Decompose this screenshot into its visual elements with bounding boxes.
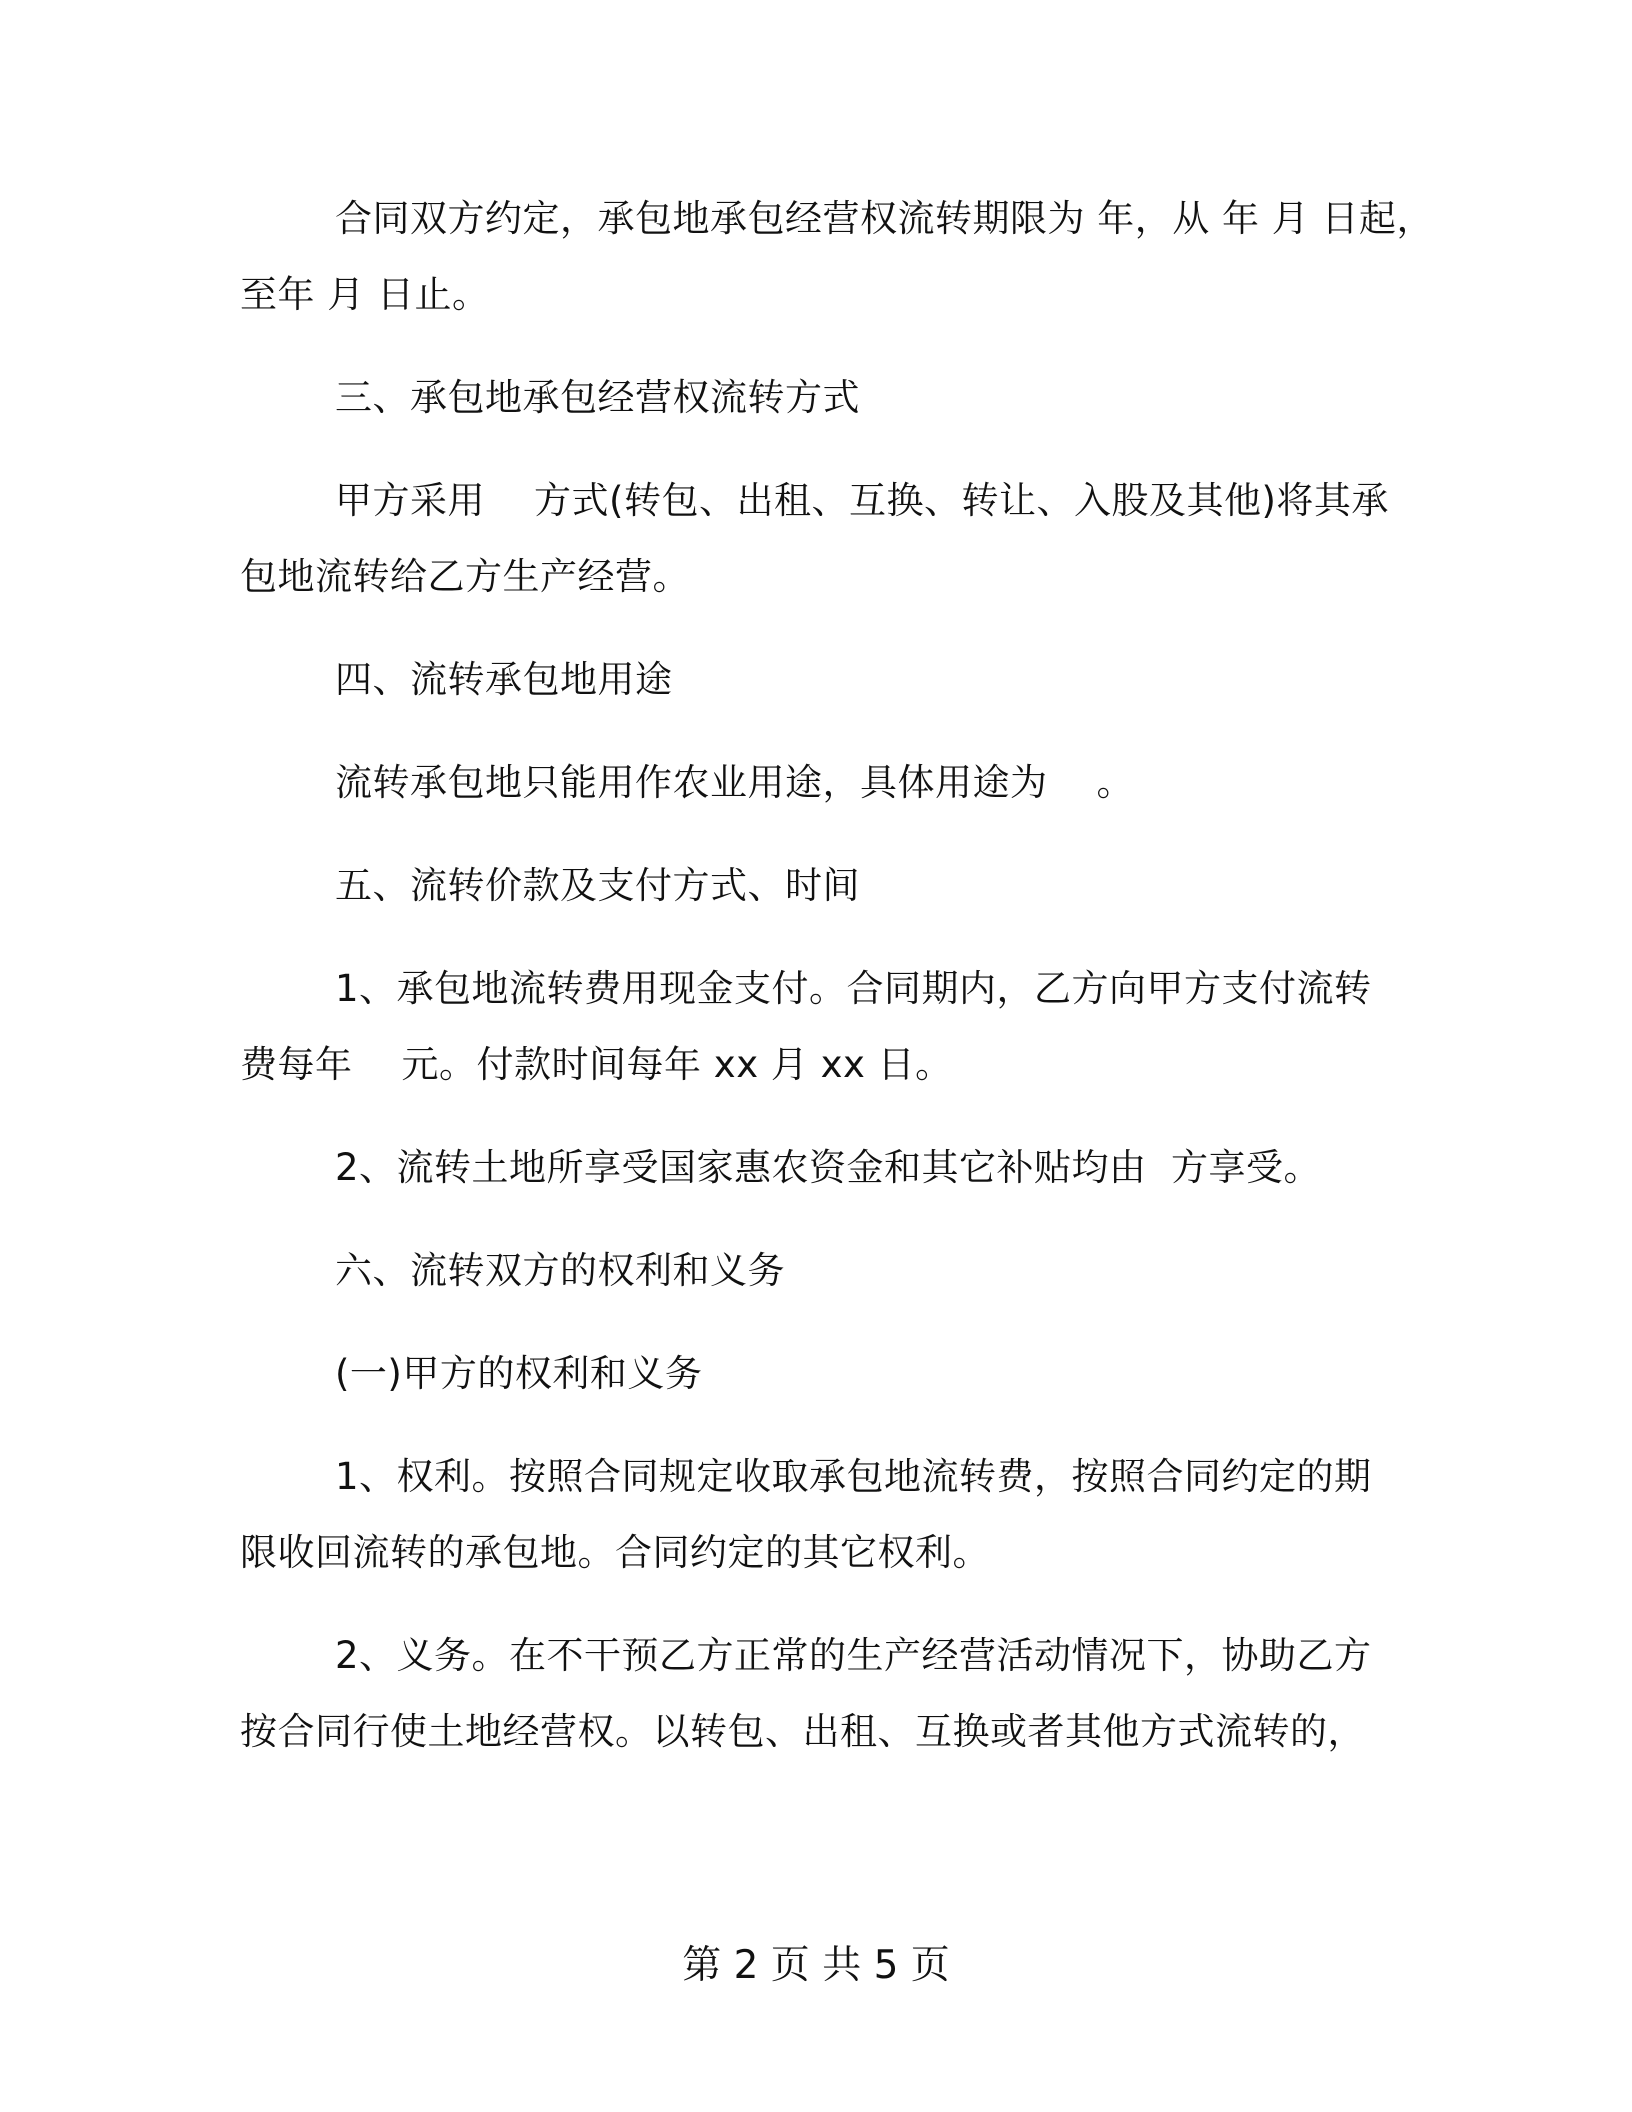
body-text-line: 2、义务。在不干预乙方正常的生产经营活动情况下，协助乙方: [335, 1634, 1372, 1677]
body-text-line: 费每年 元。付款时间每年 xx 月 xx 日。: [240, 1043, 953, 1086]
section-heading: 四、流转承包地用途: [335, 658, 673, 701]
body-text-line: 合同双方约定，承包地承包经营权流转期限为 年，从 年 月 日起，: [335, 197, 1435, 240]
body-text-line: 流转承包地只能用作农业用途，具体用途为 。: [335, 761, 1135, 804]
section-heading: 五、流转价款及支付方式、时间: [335, 864, 860, 907]
subsection-heading: (一)甲方的权利和义务: [335, 1352, 703, 1395]
body-text-line: 至年 月 日止。: [240, 273, 490, 316]
body-text-line: 按合同行使土地经营权。以转包、出租、互换或者其他方式流转的，: [240, 1710, 1365, 1753]
section-heading: 六、流转双方的权利和义务: [335, 1249, 785, 1292]
body-text-line: 2、流转土地所享受国家惠农资金和其它补贴均由 方享受。: [335, 1146, 1322, 1189]
body-text-line: 甲方采用 方式(转包、出租、互换、转让、入股及其他)将其承: [335, 479, 1389, 522]
body-text-line: 1、权利。按照合同规定收取承包地流转费，按照合同约定的期: [335, 1455, 1372, 1498]
body-text-line: 限收回流转的承包地。合同约定的其它权利。: [240, 1531, 990, 1574]
body-text-line: 包地流转给乙方生产经营。: [240, 555, 690, 598]
section-heading: 三、承包地承包经营权流转方式: [335, 376, 860, 419]
body-text-line: 1、承包地流转费用现金支付。合同期内，乙方向甲方支付流转: [335, 967, 1372, 1010]
page-footer: 第 2 页 共 5 页: [682, 1943, 950, 1988]
